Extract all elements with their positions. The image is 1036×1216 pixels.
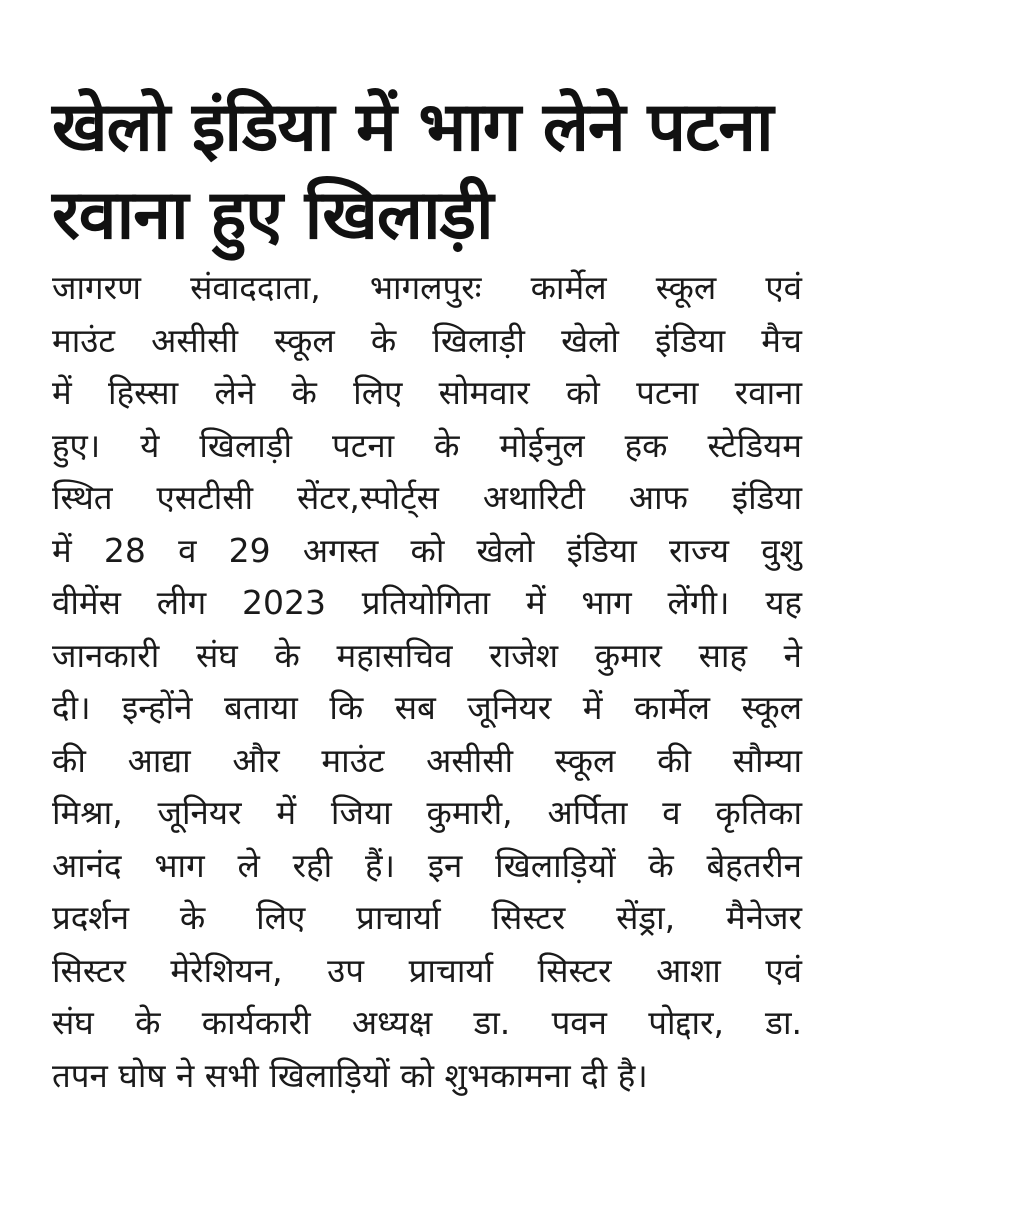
body-line-3: में हिस्सा लेने के लिए सोमवार को पटना रवाना <box>52 373 802 412</box>
body-line-6: में 28 व 29 अगस्त को खेलो इंडिया राज्य वुशु <box>52 530 802 570</box>
body-line-9: दी। इन्होंने बताया कि सब जूनियर में कार्मेल स्कूल <box>52 688 802 727</box>
body-line-13: प्रदर्शन के लिए प्राचार्या सिस्टर सेंड्रा, मैनेजर <box>52 898 802 937</box>
article-body <box>52 262 802 1102</box>
body-line-14: सिस्टर मेरेशियन, उप प्राचार्या सिस्टर आशा एवं <box>52 950 802 990</box>
body-line-10: की आद्या और माउंट असीसी स्कूल की सौम्या <box>52 740 802 780</box>
body-line-2: माउंट असीसी स्कूल के खिलाड़ी खेलो इंडिया मैच <box>52 320 802 360</box>
body-line-4: हुए। ये खिलाड़ी पटना के मोईनुल हक स्टेडियम <box>52 425 802 465</box>
headline-line-2: रवाना हुए खिलाड़ी <box>52 176 493 255</box>
body-line-12: आनंद भाग ले रही हैं। इन खिलाड़ियों के बेहतरीन <box>52 845 802 885</box>
body-line-15: संघ के कार्यकारी अध्यक्ष डा. पवन पोद्दार, डा. <box>52 1003 802 1042</box>
headline <box>52 84 802 260</box>
body-line-8: जानकारी संघ के महासचिव राजेश कुमार साह ने <box>52 635 802 675</box>
newspaper-clipping <box>52 84 802 1102</box>
body-line-7: वीमेंस लीग 2023 प्रतियोगिता में भाग लेंगी। यह <box>52 583 802 622</box>
body-line-5: स्थित एसटीसी सेंटर,स्पोर्ट्स अथारिटी आफ इंडिया <box>52 478 802 517</box>
body-line-1: जागरण संवाददाता, भागलपुरः कार्मेल स्कूल एवं <box>52 268 802 307</box>
body-line-11: मिश्रा, जूनियर में जिया कुमारी, अर्पिता व कृतिका <box>52 793 802 832</box>
headline-line-1: खेलो इंडिया में भाग लेने पटना <box>52 88 773 167</box>
body-line-16: तपन घोष ने सभी खिलाड़ियों को शुभकामना दी है। <box>52 1055 648 1095</box>
